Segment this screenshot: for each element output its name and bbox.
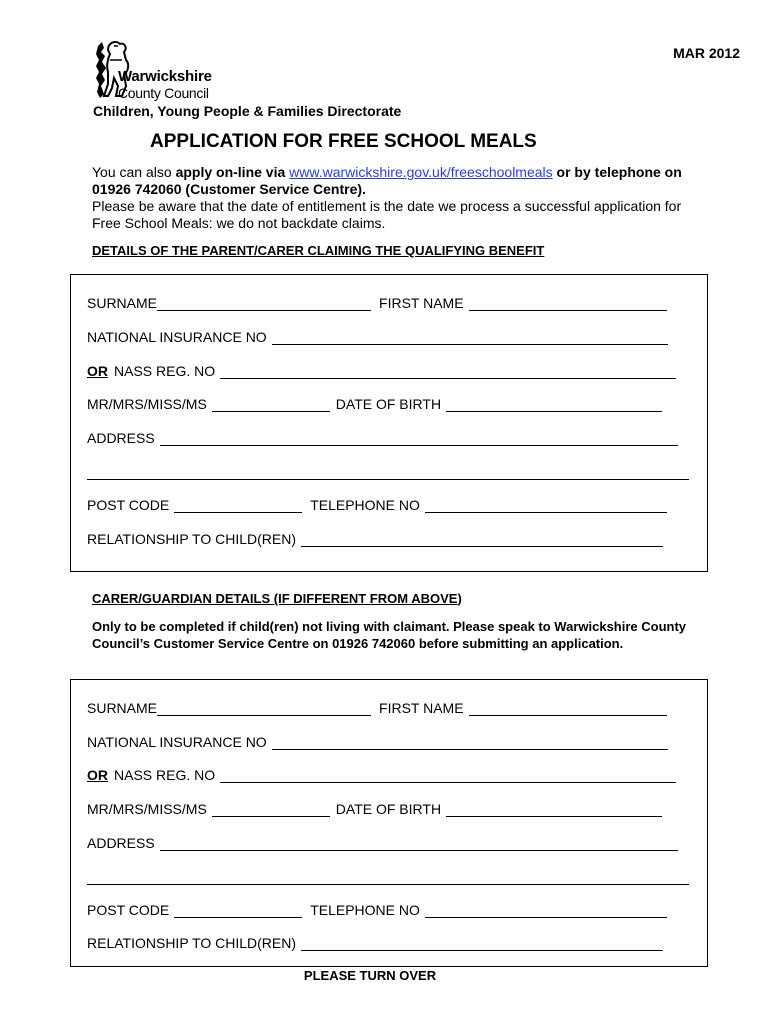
telephone-label: TELEPHONE NO [310, 902, 420, 918]
nass-row [87, 363, 676, 379]
telephone-input[interactable] [425, 905, 667, 918]
or-label: OR [87, 363, 108, 379]
intro-text-a: You can also [92, 164, 176, 180]
address-line-2[interactable] [87, 478, 689, 480]
postcode-input[interactable] [174, 500, 302, 513]
ni-label: NATIONAL INSURANCE NO [87, 329, 267, 345]
backdate-notice: Please be aware that the date of entitlement is the date we process a successful application for Free School Meals: we do not backdate claims. [92, 198, 682, 231]
online-application-link[interactable]: www.warwickshire.gov.uk/freeschoolmeals [289, 164, 553, 180]
dob-input[interactable] [446, 804, 662, 817]
address-row [87, 430, 678, 446]
postcode-label: POST CODE [87, 497, 170, 513]
section2-note: Only to be completed if child(ren) not living with claimant. Please speak to Warwickshire County Council’s Customer Service Centre on 01926 742060 before submitting an application. [92, 619, 687, 651]
title-label: MR/MRS/MISS/MS [87, 801, 207, 817]
postcode-telephone-row [87, 497, 667, 513]
relationship-input[interactable] [301, 938, 663, 951]
relationship-row [87, 531, 663, 547]
form-date: MAR 2012 [673, 45, 740, 61]
carer-details-box [70, 679, 708, 967]
relationship-label: RELATIONSHIP TO CHILD(REN) [87, 935, 297, 951]
nass-input[interactable] [220, 366, 676, 379]
dob-label: DATE OF BIRTH [335, 396, 442, 412]
intro-text-b: apply on-line via [175, 164, 290, 180]
relationship-label: RELATIONSHIP TO CHILD(REN) [87, 531, 297, 547]
relationship-input[interactable] [301, 534, 663, 547]
section2-heading: CARER/GUARDIAN DETAILS (IF DIFFERENT FROM ABOVE) [92, 591, 462, 606]
surname-label: SURNAME [87, 295, 158, 311]
title-dob-row [87, 801, 662, 817]
first-name-label: FIRST NAME [379, 700, 464, 716]
dob-input[interactable] [446, 399, 662, 412]
ni-label: NATIONAL INSURANCE NO [87, 734, 267, 750]
postcode-telephone-row [87, 902, 667, 918]
logo-text-warwickshire: Warwickshire [118, 68, 212, 85]
title-input[interactable] [212, 399, 330, 412]
nass-input[interactable] [220, 770, 676, 783]
telephone-input[interactable] [425, 500, 667, 513]
surname-label: SURNAME [87, 700, 158, 716]
address-row [87, 835, 678, 851]
first-name-input[interactable] [469, 298, 667, 311]
dob-label: DATE OF BIRTH [335, 801, 442, 817]
page-title: APPLICATION FOR FREE SCHOOL MEALS [150, 131, 537, 152]
directorate-name: Children, Young People & Families Directorate [93, 103, 402, 119]
address-label: ADDRESS [87, 430, 155, 446]
nass-label: NASS REG. NO [114, 363, 216, 379]
surname-row [87, 700, 667, 716]
ni-row [87, 329, 668, 345]
title-label: MR/MRS/MISS/MS [87, 396, 207, 412]
first-name-input[interactable] [469, 703, 667, 716]
surname-row [87, 295, 667, 311]
or-label: OR [87, 767, 108, 783]
address-input[interactable] [160, 838, 678, 851]
ni-row [87, 734, 668, 750]
address-label: ADDRESS [87, 835, 155, 851]
ni-input[interactable] [272, 332, 668, 345]
nass-row [87, 767, 676, 783]
please-turn-over: PLEASE TURN OVER [303, 968, 437, 983]
telephone-label: TELEPHONE NO [310, 497, 420, 513]
logo-text-county-council: County Council [118, 85, 209, 101]
ni-input[interactable] [272, 737, 668, 750]
title-input[interactable] [212, 804, 330, 817]
claimant-details-box [70, 274, 708, 572]
relationship-row [87, 935, 663, 951]
section1-heading: DETAILS OF THE PARENT/CARER CLAIMING THE QUALIFYING BENEFIT [92, 243, 545, 258]
postcode-input[interactable] [174, 905, 302, 918]
intro-text-c: or by telephone on 01926 742060 (Customer Service Centre). [92, 164, 682, 197]
address-line-2[interactable] [87, 883, 689, 885]
first-name-label: FIRST NAME [379, 295, 464, 311]
postcode-label: POST CODE [87, 902, 170, 918]
surname-input[interactable] [157, 703, 371, 716]
title-dob-row [87, 396, 662, 412]
intro-text [92, 164, 712, 232]
address-input[interactable] [160, 433, 678, 446]
surname-input[interactable] [157, 298, 371, 311]
nass-label: NASS REG. NO [114, 767, 216, 783]
